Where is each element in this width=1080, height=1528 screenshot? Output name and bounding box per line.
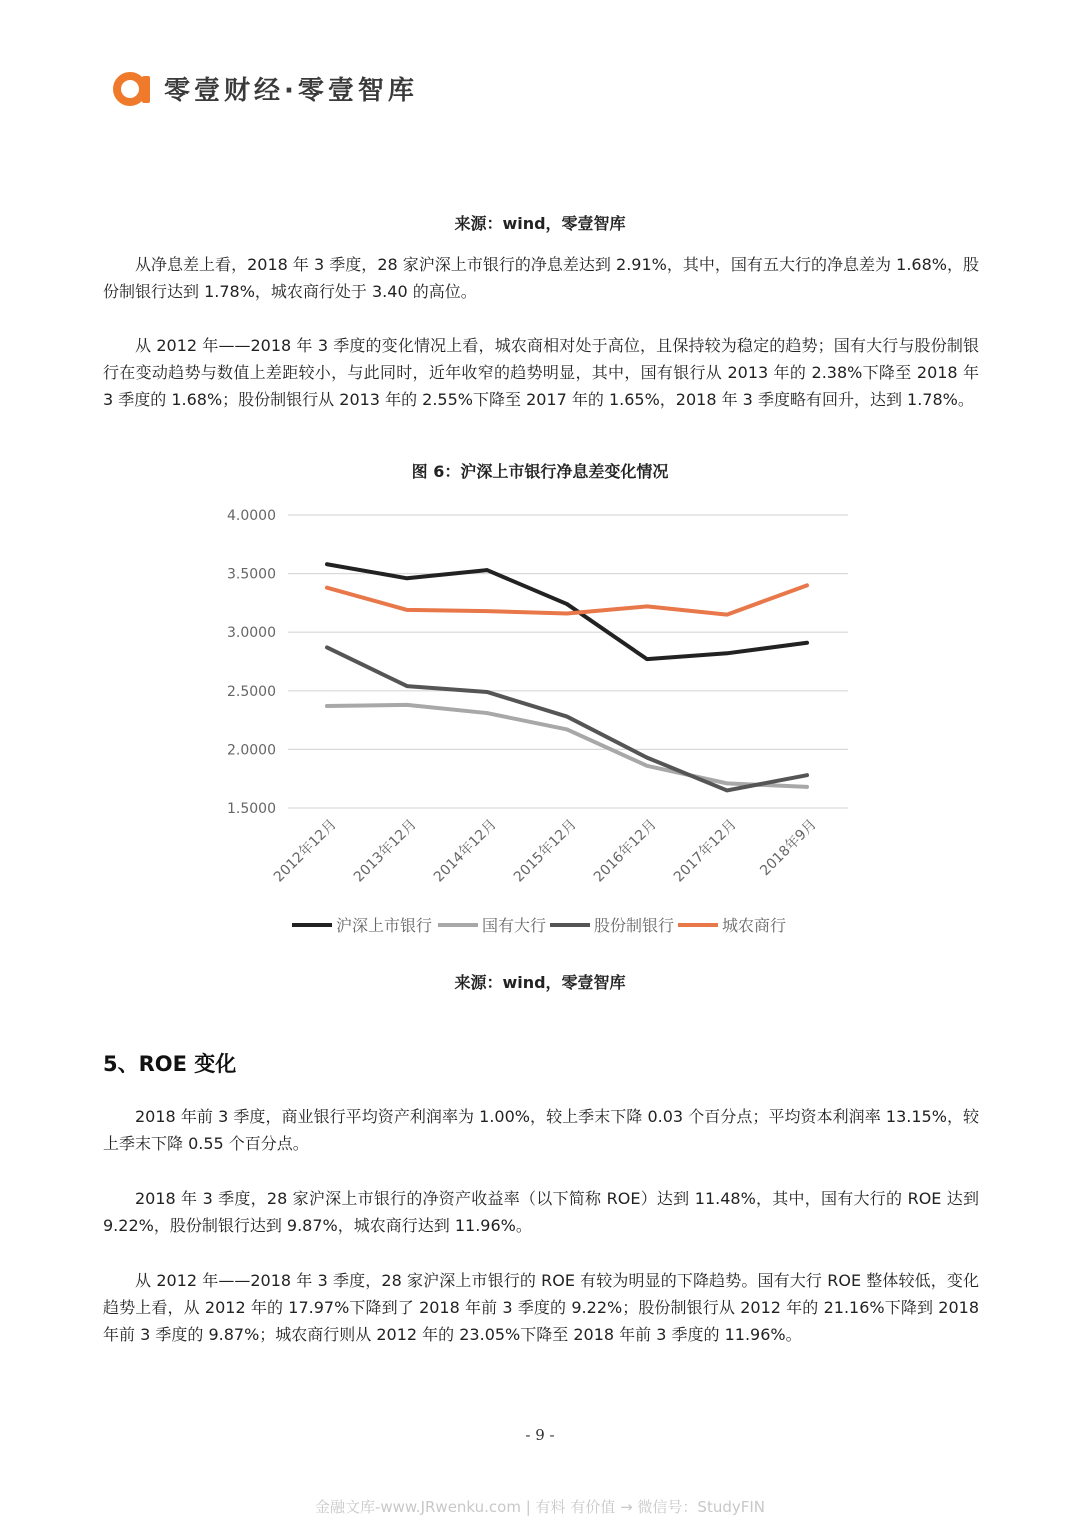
- data-point: [805, 641, 809, 645]
- section-title-roe: 5、ROE 变化: [103, 1052, 237, 1076]
- data-point: [645, 764, 649, 768]
- data-point: [725, 782, 729, 786]
- data-point: [325, 562, 329, 566]
- data-point: [485, 690, 489, 694]
- data-point: [405, 576, 409, 580]
- data-point: [645, 756, 649, 760]
- x-tick-label: 2012年12月: [270, 816, 340, 886]
- legend-label: 国有大行: [482, 916, 547, 935]
- paragraph-nim-trend: 从 2012 年——2018 年 3 季度的变化情况上看，城农商相对处于高位，且保持较为稳定的趋势；国有大行与股份制银行在变动趋势与数值上差距较小，与此同时，近年收窄的趋势明显，其中，国有银行从 2013 年的 2.38%下降至 2018 年 3 季度的 1.68%；股份制银行从 2013 年的 2.55%下降至 2017 年的 1.65%，2018 年 3 季度略有回升，达到 1.78%。: [103, 336, 979, 409]
- data-point: [325, 704, 329, 708]
- paragraph-roa: 2018 年前 3 季度，商业银行平均资产利润率为 1.00%，较上季末下降 0.03 个百分点；平均资本利润率 13.15%，较上季末下降 0.55 个百分点。: [103, 1107, 979, 1153]
- paragraph-roe-q3: 2018 年 3 季度，28 家沪深上市银行的净资产收益率（以下简称 ROE）达到 11.48%，其中，国有大行的 ROE 达到 9.22%，股份制银行达到 9.87%，城农商行达到 11.96%。: [103, 1189, 979, 1235]
- data-point: [405, 608, 409, 612]
- page-number: - 9 -: [525, 1426, 555, 1444]
- y-tick-label: 3.5000: [227, 566, 276, 583]
- chart-y-axis: [227, 508, 276, 817]
- data-point: [405, 684, 409, 688]
- data-point: [645, 657, 649, 661]
- brand-name: 零壹财经·零壹智库: [164, 75, 418, 106]
- data-point: [565, 612, 569, 616]
- data-point: [485, 568, 489, 572]
- chart-gridlines: [288, 515, 848, 808]
- y-tick-label: 2.5000: [227, 683, 276, 700]
- data-point: [325, 646, 329, 650]
- x-tick-label: 2016年12月: [590, 816, 660, 886]
- data-point: [645, 605, 649, 609]
- watermark-footer: 金融文库-www.JRwenku.com | 有料 有价值 → 微信号：StudyFIN: [314, 1498, 766, 1516]
- x-tick-label: 2018年9月: [757, 816, 820, 880]
- data-point: [565, 602, 569, 606]
- data-point: [805, 785, 809, 789]
- data-point: [725, 651, 729, 655]
- brand-logo-icon: [112, 68, 152, 108]
- data-point: [485, 711, 489, 715]
- nim-line-chart: [200, 495, 870, 945]
- data-point: [565, 715, 569, 719]
- data-point: [405, 703, 409, 707]
- x-tick-label: 2014年12月: [430, 816, 500, 886]
- page-header: [112, 66, 418, 110]
- data-point: [725, 613, 729, 617]
- paragraph-roe-trend: 从 2012 年——2018 年 3 季度，28 家沪深上市银行的 ROE 有较为明显的下降趋势。国有大行 ROE 整体较低，变化趋势上看，从 2012 年的 17.97%下降到了 2018 年前 3 季度的 9.22%；股份制银行从 2012 年的 21.16%下降到 2018 年前 3 季度的 9.87%；城农商行则从 2012 年的 23.05%下降至 2018 年前 3 季度的 11.96%。: [103, 1271, 979, 1344]
- data-point: [805, 773, 809, 777]
- data-point: [725, 789, 729, 793]
- y-tick-label: 3.0000: [227, 625, 276, 642]
- y-tick-label: 1.5000: [227, 801, 276, 817]
- chart-legend: [292, 916, 786, 935]
- y-tick-label: 4.0000: [227, 508, 276, 524]
- source-note-bottom: 来源：wind，零壹智库: [454, 973, 626, 992]
- data-point: [485, 609, 489, 613]
- source-note-top: 来源：wind，零壹智库: [454, 214, 626, 233]
- data-point: [565, 728, 569, 732]
- y-tick-label: 2.0000: [227, 742, 276, 759]
- paragraph-nim-overview: 从净息差上看，2018 年 3 季度，28 家沪深上市银行的净息差达到 2.91%，其中，国有五大行的净息差为 1.68%，股份制银行达到 1.78%，城农商行处于 3.40 的高位。: [103, 255, 979, 301]
- x-tick-label: 2013年12月: [350, 816, 420, 886]
- legend-label: 城农商行: [722, 916, 787, 935]
- x-tick-label: 2015年12月: [510, 816, 580, 886]
- chart-x-axis: [270, 816, 820, 886]
- x-tick-label: 2017年12月: [670, 816, 740, 886]
- series-line-3: [327, 585, 807, 614]
- legend-label: 沪深上市银行: [336, 916, 433, 935]
- chart-series: [325, 562, 809, 792]
- figure-caption: 图 6：沪深上市银行净息差变化情况: [411, 462, 669, 481]
- data-point: [325, 586, 329, 590]
- data-point: [805, 584, 809, 588]
- series-line-2: [327, 647, 807, 790]
- legend-label: 股份制银行: [594, 916, 675, 935]
